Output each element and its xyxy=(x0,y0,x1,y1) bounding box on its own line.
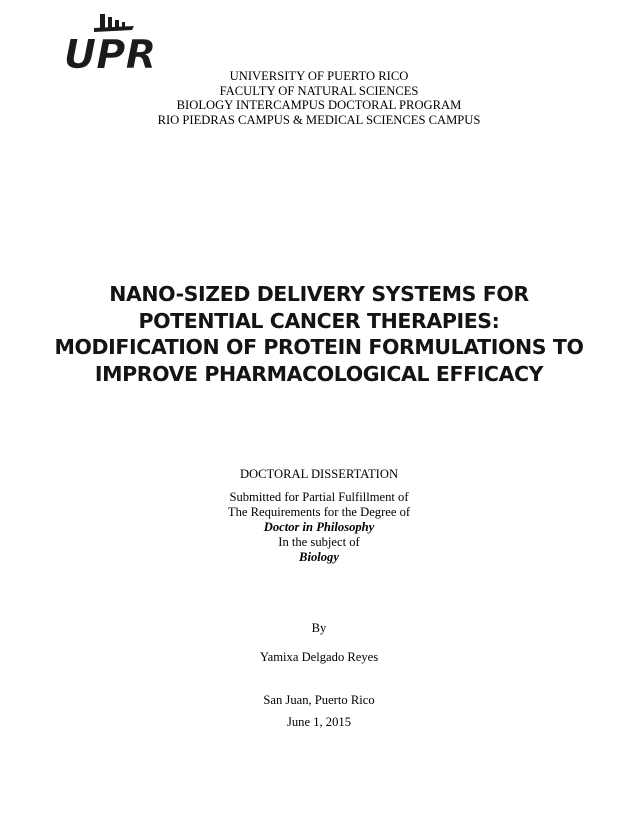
document-type: DOCTORAL DISSERTATION xyxy=(239,467,399,481)
title-line: IMPROVE PHARMACOLOGICAL EFFICACY xyxy=(94,361,544,386)
upr-logo-text: UPR xyxy=(64,32,156,76)
university-name: UNIVERSITY OF PUERTO RICO xyxy=(229,69,409,83)
submission-line: In the subject of xyxy=(278,535,360,549)
campus-name: RIO PIEDRAS CAMPUS & MEDICAL SCIENCES CAMPUS xyxy=(157,112,481,127)
author-name: Yamixa Delgado Reyes xyxy=(259,650,379,664)
faculty-name: FACULTY OF NATURAL SCIENCES xyxy=(219,83,419,98)
subject-name: Biology xyxy=(299,550,339,564)
place: San Juan, Puerto Rico xyxy=(263,693,375,707)
title-line: POTENTIAL CANCER THERAPIES: xyxy=(138,308,500,333)
by-label: By xyxy=(311,621,327,635)
submission-block xyxy=(0,490,638,565)
date: June 1, 2015 xyxy=(286,715,351,729)
degree-name: Doctor in Philosophy xyxy=(263,520,375,534)
submission-line: The Requirements for the Degree of xyxy=(227,505,411,519)
title-line: MODIFICATION OF PROTEIN FORMULATIONS TO xyxy=(54,335,584,360)
institution-block xyxy=(0,69,638,127)
upr-logo xyxy=(64,12,156,76)
submission-line: Submitted for Partial Fulfillment of xyxy=(229,490,409,504)
program-name: BIOLOGY INTERCAMPUS DOCTORAL PROGRAM xyxy=(176,98,462,113)
title-line: NANO-SIZED DELIVERY SYSTEMS FOR xyxy=(109,282,529,306)
dissertation-title xyxy=(0,281,638,387)
